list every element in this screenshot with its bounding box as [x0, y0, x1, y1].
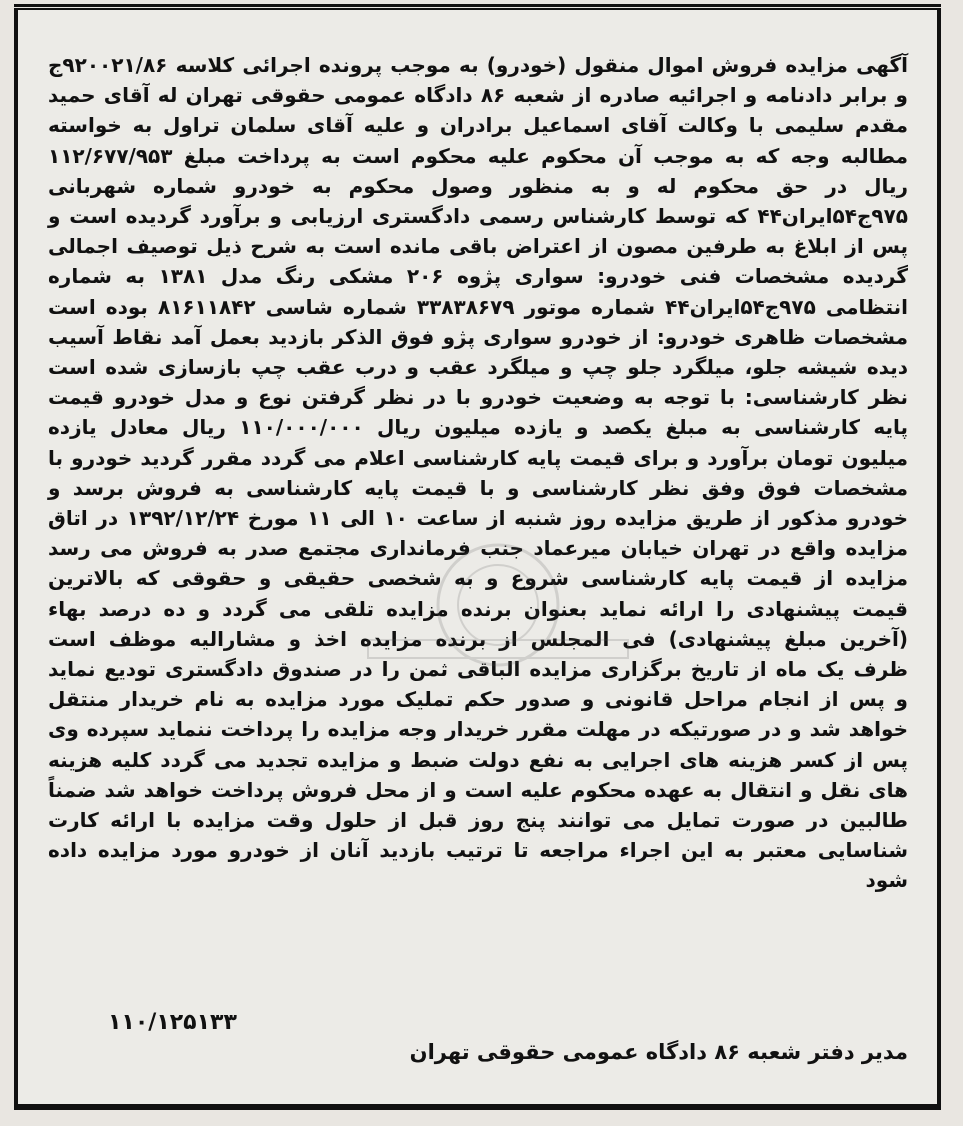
notice-frame [14, 8, 941, 1108]
bottom-border-line [14, 1104, 941, 1110]
notice-content [48, 50, 908, 1070]
signatory-line: مدیر دفتر شعبه ۸۶ دادگاه عمومی حقوقی تهران [409, 1040, 908, 1064]
auction-notice-text: آگهی مزایده فروش اموال منقول (خودرو) به موجب پرونده اجرائی کلاسه ۹۲۰۰۲۱/۸۶ج و برابر دادنامه و اجرائیه صادره از شعبه ۸۶ دادگاه عمومی حقوقی تهران له آقای حمید مقدم سلیمی با وکالت آقای اسماعیل برادران و علیه آقای سلمان تراول به خواسته مطالبه وجه که به موجب آن محکوم علیه محکوم است به پرداخت مبلغ ۱۱۲/۶۷۷/۹۵۳ ریال در حق محکوم له و به منظور وصول محکوم به خودرو شماره شهربانی ۹۷۵ج۵۴ایران۴۴ که توسط کارشناس رسمی دادگستری ارزیابی و برآورد گردیده است و پس از ابلاغ به طرفین مصون از اعتراض باقی مانده است به شرح ذیل توصیف اجمالی گردیده مشخصات فنی خودرو: سواری پژوه ۲۰۶ مشکی رنگ مدل ۱۳۸۱ به شماره انتظامی ۹۷۵ج۵۴ایران۴۴ شماره موتور ۳۳۸۳۸۶۷۹ شماره شاسی ۸۱۶۱۱۸۴۲ بوده است مشخصات ظاهری خودرو: از خودرو سواری پژو فوق الذکر بازدید بعمل آمد نقاط آسیب دیده شیشه جلو، میلگرد جلو چپ و میلگرد عقب و درب عقب چپ بازسازی شده است نظر کارشناسی: با توجه به وضعیت خودرو با در نظر گرفتن نوع و مدل خودرو قیمت پایه کارشناسی به مبلغ یکصد و یازده میلیون ریال ۱۱۰/۰۰۰/۰۰۰ ریال معادل یازده میلیون تومان برآورد و برای قیمت پایه کارشناسی اعلام می گردد مقرر گردید خودرو با مشخصات فوق وفق نظر کارشناسی و با قیمت پایه کارشناسی به فروش برسد و خودرو مذکور از طریق مزایده روز شنبه از ساعت ۱۰ الی ۱۱ مورخ ۱۳۹۲/۱۲/۲۴ در اتاق مزایده واقع در تهران خیابان میرعماد جنب فرمانداری مجتمع صدر به فروش می رسد مزایده از قیمت پایه کارشناسی شروع و به شخصی حقیقی و حقوقی که بالاترین قیمت پیشنهادی را ارائه نماید بعنوان برنده مزایده تلقی می گردد و ده درصد بهاء (آخرین مبلغ پیشنهادی) فی المجلس از برنده مزایده اخذ و مشارالیه موظف است ظرف یک ماه از تاریخ برگزاری مزایده الباقی ثمن را در صندوق دادگستری تودیع نماید و پس از انجام مراحل قانونی و صدور حکم تملیک مورد مزایده به نام خریدار منتقل خواهد شد و در صورتیکه در مهلت مقرر خریدار وجه مزایده را پرداخت ننماید سپرده وی پس از کسر هزینه های اجرایی به نفع دولت ضبط و مزایده تجدید می گردد کلیه هزینه های نقل و انتقال به عهده محکوم علیه است و از محل فروش پرداخت خواهد شد ضمناً طالبین در صورت تمایل می توانند پنج روز قبل از حلول وقت مزایده با ارائه کارت شناسایی معتبر به این اجراء مراجعه تا ترتیب بازدید آنان از خودرو مورد مزایده داده شود [48, 53, 909, 893]
reference-code: ۱۱۰/۱۲۵۱۳۳ [108, 1010, 237, 1035]
notice-footer [48, 1010, 908, 1070]
top-border-line [14, 4, 941, 7]
